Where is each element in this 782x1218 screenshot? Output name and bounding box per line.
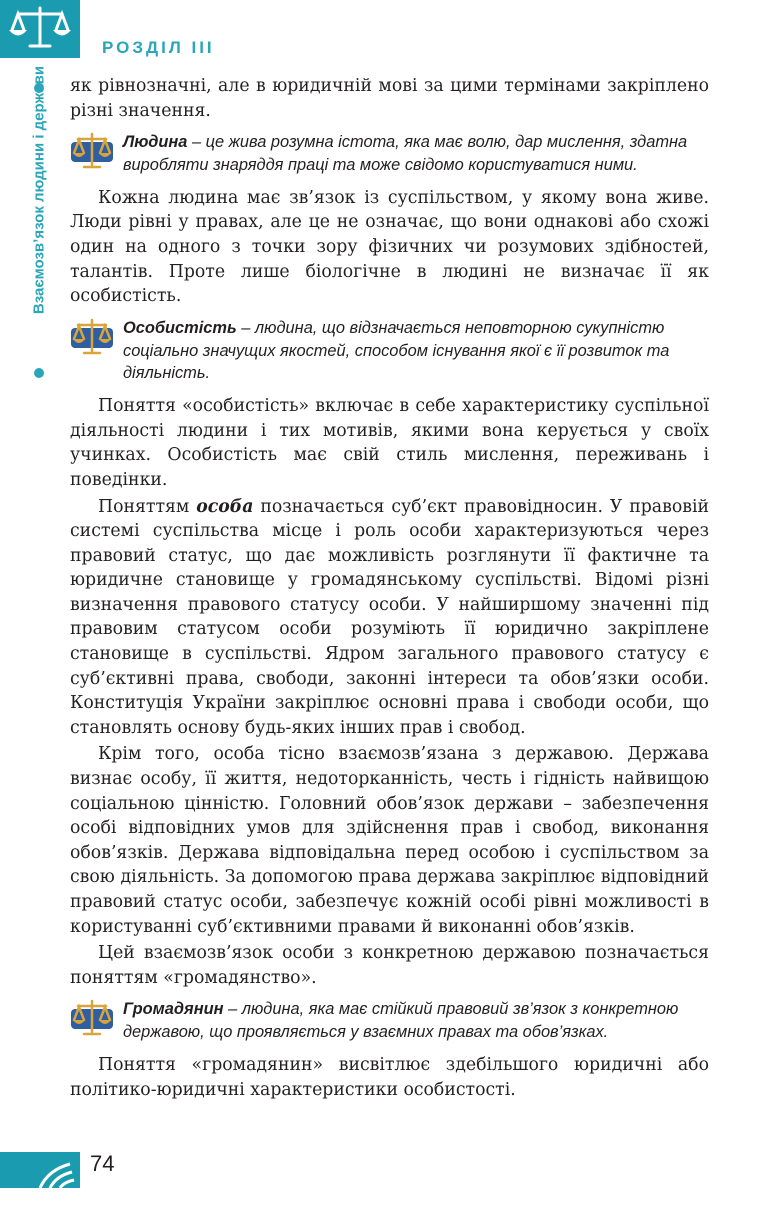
sidebar-vertical-label: Взаємозв’язок людини і держави: [30, 65, 48, 315]
definition-citizen: [70, 998, 709, 1044]
definition-text: – це жива розумна істота, яка має волю, дар мислення, здатна виробляти знаряддя праці та може свідомо користуватися ними.: [123, 133, 688, 174]
footer-decor-block: [0, 1152, 80, 1188]
definition-text: – людина, що відзначається неповторною сукупністю соціально значущих якостей, способом існування якої є її розвиток та діяльність.: [123, 318, 670, 383]
paragraph-7: Поняття «громадянин» висвітлює здебільшого юридичні або політико-юридичні характеристики особистості.: [70, 1054, 709, 1100]
definition-personality: [70, 317, 709, 385]
header-logo-block: [0, 0, 80, 58]
paragraph-4-start: Поняттям: [98, 496, 197, 517]
paragraph-4-rest: позначається суб’єкт правовідносин. У правовій системі суспільства місце і роль особи характеризуються через правовий статус, що дає можливість розглянути її фактичне та юридичне становище у громадянському суспільстві. Відомі різні визначення правового статусу особи. У найширшому значенні під правовим статусом особи розуміють її юридично закріплене становище в суспільстві. Ядром загального правового статусу є суб’єктивні права, свободи, законні інтереси та обов’язки особи. Конституція України закріплює основні права і свободи особи, що становлять основу будь-яких інших прав і свобод.: [70, 496, 709, 738]
paragraph-2: Кожна людина має зв’язок із суспільством, у якому вона живе. Люди рівні у правах, але це не означає, що вони однакові або схожі один на одного з точки зору фізичних чи розумових здібностей, талантів. Проте лише біологічне в людині не визначає її як особистість.: [70, 187, 709, 307]
definition-person: [70, 131, 709, 177]
paragraph-3: Поняття «особистість» включає в себе характеристику суспільної діяльності людини і тих мотивів, якими вона керується у своїх учинках. Особистість має свій стиль мислення, переживань і поведінки.: [70, 396, 709, 490]
paragraph-4: [70, 495, 709, 741]
scales-icon: [0, 0, 80, 58]
section-title: РОЗДІЛ ІІІ: [102, 38, 215, 57]
paragraph-1: як рівнозначні, але в юридичній мові за цими термінами закріплено різні значення.: [70, 76, 709, 121]
scales-icon: [70, 998, 114, 1038]
term-osoba: особа: [196, 496, 254, 517]
sidebar-bottom-dot: [34, 368, 44, 378]
definition-term: Людина: [123, 133, 188, 152]
main-content: [70, 74, 709, 1104]
scales-icon: [70, 131, 114, 171]
definition-text: – людина, яка має стійкий правовий зв’язок з конкретною державою, що проявляється у взаємних правах та обов’язках.: [123, 1000, 679, 1042]
page-number: 74: [90, 1151, 115, 1176]
arc-lines-icon: [0, 1152, 80, 1188]
paragraph-5: Крім того, особа тісно взаємозв’язана з державою. Держава визнає особу, її життя, недоторканність, честь і гідність найвищою соціальною цінністю. Головний обов’язок держави – забезпечення особі відповідних умов для здійснення прав і свобод, виконання обов’язків. Держава відповідальна перед особою і суспільством за свою діяльність. За допомогою права держава закріплює відповідний правовий статус особи, забезпечує кожній особі рівні можливості в користуванні суб’єктивними правами й виконанні обов’язків.: [70, 744, 709, 937]
definition-term: Громадянин: [123, 1000, 224, 1019]
definition-term: Особистість: [123, 318, 237, 337]
scales-icon: [70, 317, 114, 357]
paragraph-6: Цей взаємозв’язок особи з конкретною державою позначається поняттям «громадянство».: [70, 943, 709, 988]
